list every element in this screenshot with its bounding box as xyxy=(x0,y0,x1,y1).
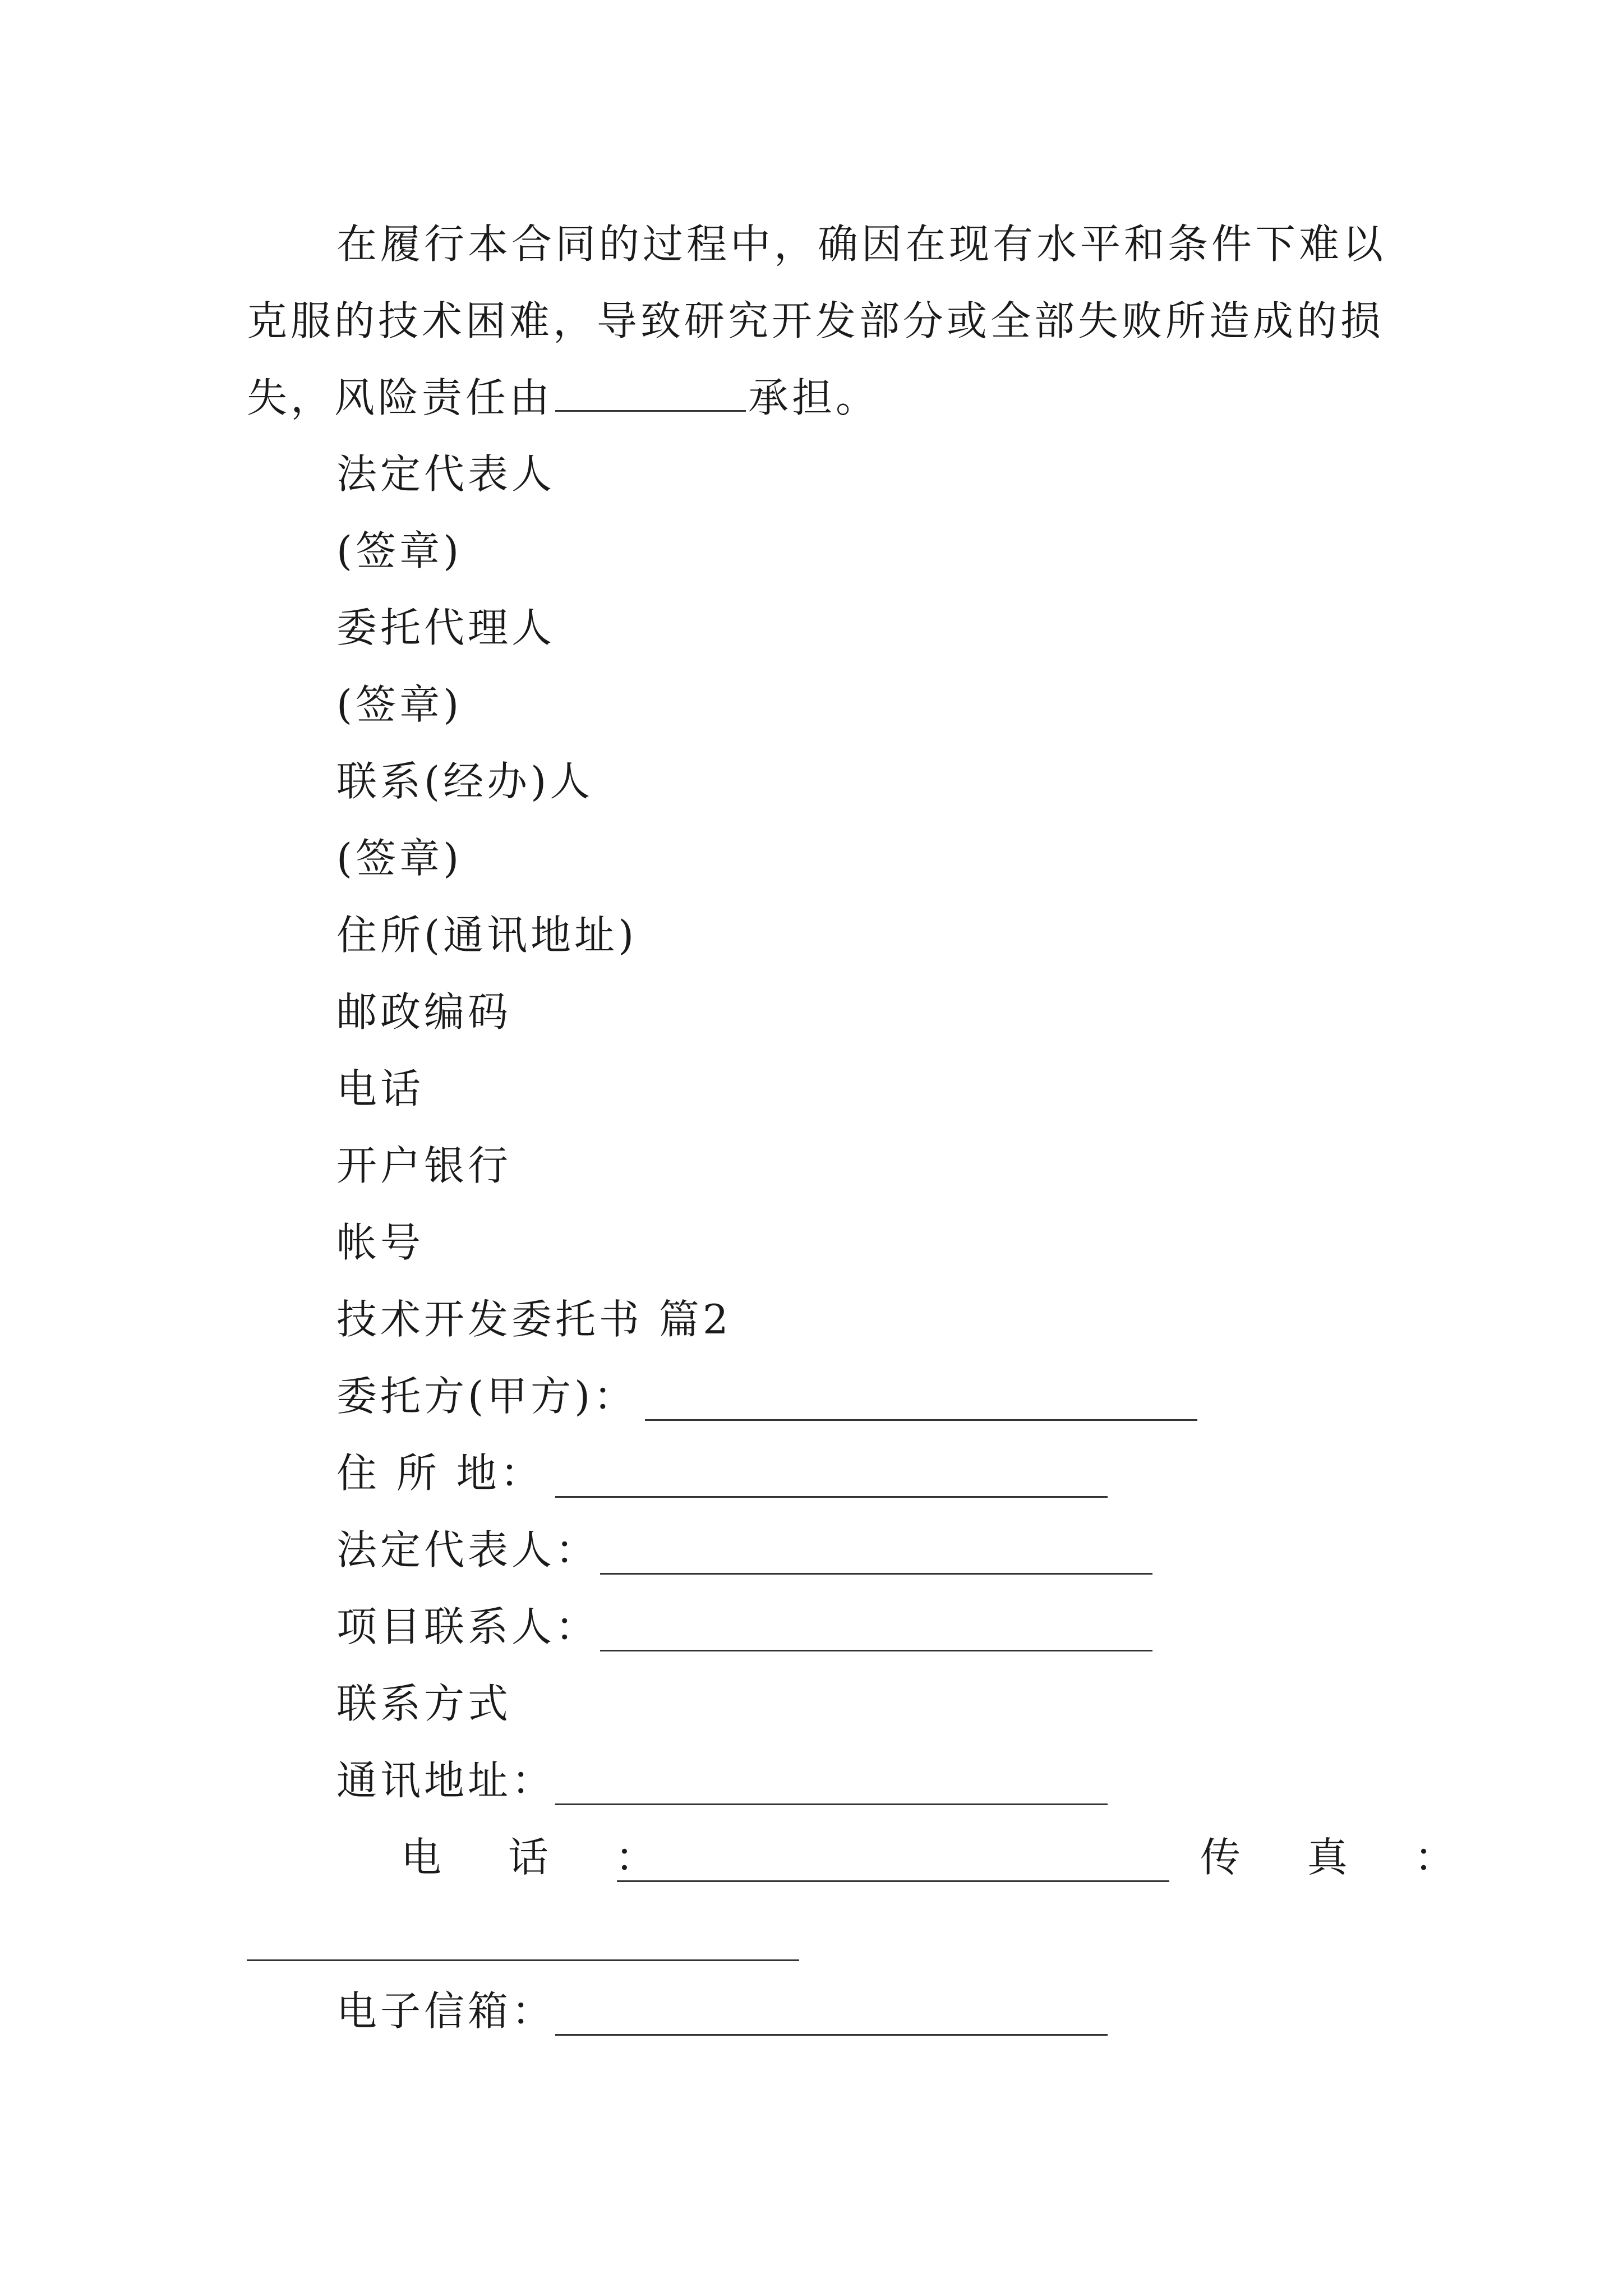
contact-method-row xyxy=(336,1678,511,1729)
domicile-label: 住 所 地： xyxy=(336,1450,544,1497)
account-label xyxy=(336,1217,424,1268)
section2-heading-text: 技术开发委托书 篇2 xyxy=(336,1296,732,1343)
seal-text-3: (签章) xyxy=(336,835,463,882)
tel-label: 电 话 ： xyxy=(401,1834,683,1881)
contact-method-label: 联系方式 xyxy=(336,1680,512,1727)
fax-label: 传 真 ： xyxy=(1200,1834,1482,1881)
responsibility-blank[interactable] xyxy=(555,373,746,412)
tel-row xyxy=(401,1832,683,1883)
contact-person-label xyxy=(336,756,593,807)
seal-text-1: (签章) xyxy=(336,527,463,574)
fax-blank[interactable] xyxy=(247,1959,799,1961)
agent-label xyxy=(336,602,555,653)
paragraph-text-3a: 失，风险责任由 xyxy=(247,374,554,421)
contact-person-text: 联系(经办)人 xyxy=(336,758,594,805)
domicile-row xyxy=(336,1448,544,1498)
paragraph-text-3b: 承担。 xyxy=(748,374,880,421)
seal-label-3 xyxy=(336,833,462,884)
seal-label-1 xyxy=(336,526,462,576)
paragraph-line-1 xyxy=(336,219,1386,269)
section2-heading xyxy=(336,1294,732,1345)
paragraph-line-2 xyxy=(247,296,1384,346)
client-blank[interactable] xyxy=(645,1419,1197,1421)
phone-text: 电话 xyxy=(336,1065,425,1112)
tel-blank[interactable] xyxy=(617,1880,1169,1882)
project-contact-row xyxy=(336,1602,599,1652)
fax-row xyxy=(1200,1832,1482,1883)
legal-rep-field-label: 法定代表人： xyxy=(336,1526,600,1573)
project-contact-label: 项目联系人： xyxy=(336,1603,600,1650)
paragraph-text-1: 在履行本合同的过程中，确因在现有水平和条件下难以 xyxy=(336,220,1387,268)
bank-label xyxy=(336,1140,511,1191)
email-label: 电子信箱： xyxy=(336,1987,556,2035)
legal-rep-text: 法定代表人 xyxy=(336,450,556,498)
postal-code-label xyxy=(336,987,511,1037)
seal-label-2 xyxy=(336,679,462,730)
paragraph-line-3 xyxy=(247,372,879,423)
mail-address-row xyxy=(336,1755,555,1806)
mail-address-blank[interactable] xyxy=(555,1803,1108,1805)
client-label: 委托方(甲方)： xyxy=(336,1373,638,1420)
seal-text-2: (签章) xyxy=(336,681,463,728)
client-row xyxy=(336,1371,637,1421)
legal-rep-blank[interactable] xyxy=(600,1573,1152,1575)
email-blank[interactable] xyxy=(555,2034,1108,2036)
phone-label xyxy=(336,1064,424,1114)
address-text: 住所(通讯地址) xyxy=(336,912,638,959)
mail-address-label: 通讯地址： xyxy=(336,1757,556,1804)
account-text: 帐号 xyxy=(336,1219,425,1266)
legal-rep-row xyxy=(336,1525,599,1575)
project-contact-blank[interactable] xyxy=(600,1650,1152,1651)
address-label xyxy=(336,910,637,960)
legal-rep-label xyxy=(336,449,555,499)
domicile-blank[interactable] xyxy=(555,1496,1108,1498)
paragraph-text-2: 克服的技术困难，导致研究开发部分或全部失败所造成的损 xyxy=(247,297,1385,344)
email-row xyxy=(336,1986,555,2036)
agent-text: 委托代理人 xyxy=(336,604,556,651)
postal-code-text: 邮政编码 xyxy=(336,988,512,1036)
bank-text: 开户银行 xyxy=(336,1142,512,1189)
